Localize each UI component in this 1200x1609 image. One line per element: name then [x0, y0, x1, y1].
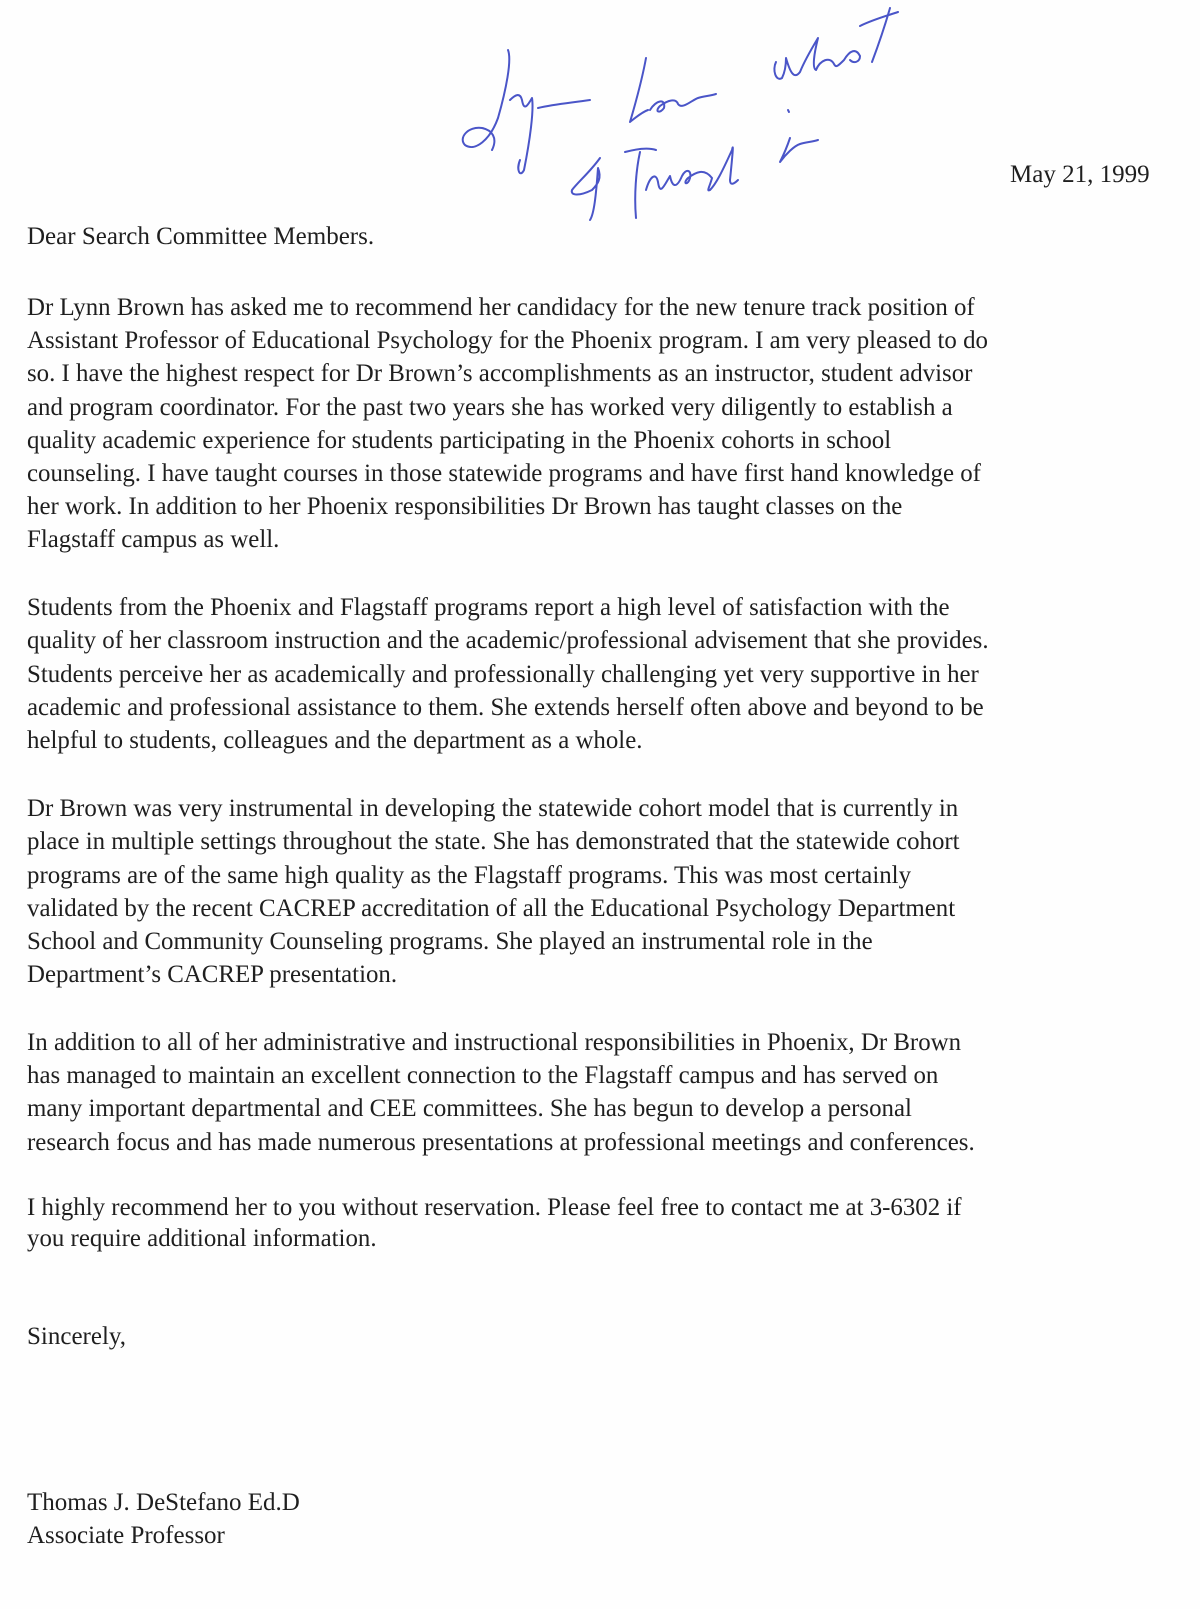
- paragraph-line: place in multiple settings throughout the state. She has demonstrated that the statewide cohort: [27, 828, 960, 855]
- handwritten-annotation: [420, 0, 920, 230]
- paragraph-line: her work. In addition to her Phoenix responsibilities Dr Brown has taught classes on the: [27, 493, 903, 520]
- salutation: Dear Search Committee Members.: [27, 223, 375, 250]
- paragraph-line: Dr Brown was very instrumental in developing the statewide cohort model that is currently in: [27, 795, 959, 822]
- paragraph-line: validated by the recent CACREP accreditation of all the Educational Psychology Department: [27, 895, 956, 922]
- paragraph-line: many important departmental and CEE committees. She has begun to develop a personal: [27, 1095, 912, 1122]
- paragraph-line: has managed to maintain an excellent connection to the Flagstaff campus and has served on: [27, 1062, 939, 1089]
- paragraph-line: counseling. I have taught courses in those statewide programs and have first hand knowledge of: [27, 460, 981, 487]
- signer-title: Associate Professor: [27, 1522, 225, 1549]
- paragraph-line: Students from the Phoenix and Flagstaff programs report a high level of satisfaction with the: [27, 594, 950, 621]
- paragraph-line: School and Community Counseling programs. She played an instrumental role in the: [27, 928, 873, 955]
- paragraph-line: academic and professional assistance to them. She extends herself often above and beyond to be: [27, 694, 984, 721]
- paragraph-line: Flagstaff campus as well.: [27, 526, 280, 553]
- paragraph-line: helpful to students, colleagues and the department as a whole.: [27, 727, 643, 754]
- paragraph-line: quality of her classroom instruction and the academic/professional advisement that she provides.: [27, 627, 989, 654]
- letter-date: May 21, 1999: [1010, 161, 1150, 188]
- paragraph-line: Dr Lynn Brown has asked me to recommend her candidacy for the new tenure track position of: [27, 294, 975, 321]
- paragraph-line: I highly recommend her to you without reservation. Please feel free to contact me at 3-6302 if: [27, 1194, 962, 1221]
- paragraph-line: you require additional information.: [27, 1225, 377, 1252]
- paragraph-line: research focus and has made numerous presentations at professional meetings and conferences.: [27, 1129, 975, 1156]
- paragraph-line: programs are of the same high quality as the Flagstaff programs. This was most certainly: [27, 862, 912, 889]
- closing: Sincerely,: [27, 1323, 127, 1350]
- paragraph-line: so. I have the highest respect for Dr Brown’s accomplishments as an instructor, student advisor: [27, 360, 973, 387]
- paragraph-line: Assistant Professor of Educational Psychology for the Phoenix program. I am very pleased to do: [27, 327, 988, 354]
- paragraph-line: Students perceive her as academically and professionally challenging yet very supportive in her: [27, 661, 979, 688]
- paragraph-line: Department’s CACREP presentation.: [27, 961, 398, 988]
- paragraph-line: and program coordinator. For the past two years she has worked very diligently to establish a: [27, 394, 953, 421]
- paragraph-line: quality academic experience for students participating in the Phoenix cohorts in school: [27, 427, 892, 454]
- paragraph-line: In addition to all of her administrative and instructional responsibilities in Phoenix, Dr Brown: [27, 1029, 962, 1056]
- signer-name: Thomas J. DeStefano Ed.D: [27, 1489, 300, 1516]
